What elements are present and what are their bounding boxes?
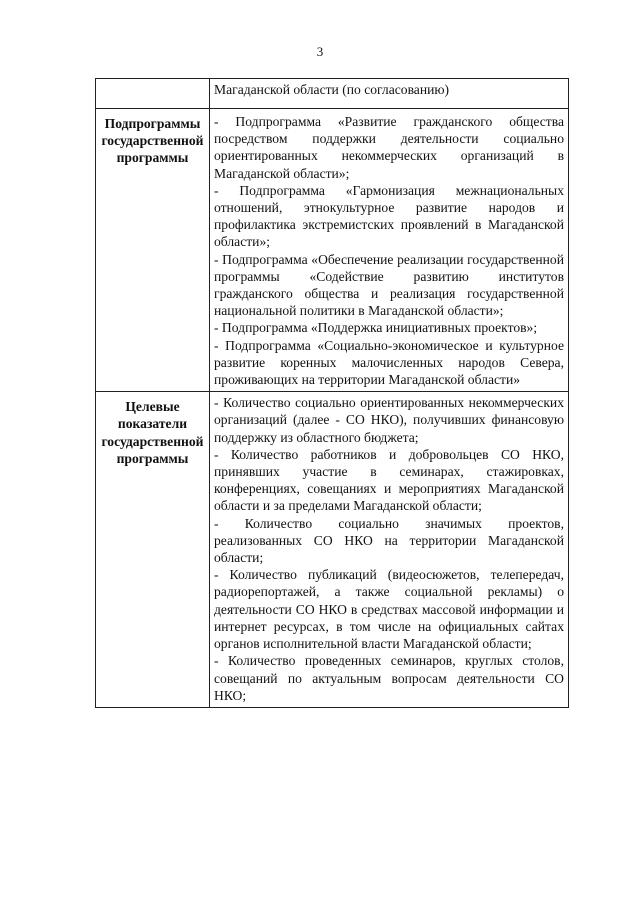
subprogram-item: - Подпрограмма «Социально-экономическое и культурное развитие коренных малочисленных народов Севера, проживающих на территории Магаданской области» — [214, 337, 564, 388]
table-row-subprograms — [96, 109, 569, 392]
subprogram-item: - Подпрограмма «Развитие гражданского общества посредством поддержки деятельности социально ориентированных некоммерческих организаций в Магаданской области»; — [214, 114, 564, 181]
subprograms-list — [210, 109, 569, 392]
indicator-item: - Количество работников и добровольцев СО НКО, принявших участие в семинарах, стажировках, конференциях, совещаниях и мероприятиях Магаданской области и за пределами Магаданской области; — [214, 446, 564, 514]
page-number: 3 — [316, 44, 324, 59]
indicator-item: - Количество публикаций (видеосюжетов, телепередач, радиорепортажей, а также социальной рекламы) о деятельности СО НКО в средствах массовой информации и интернет ресурсах, в том числе на официальных сайтах органов исполнительной власти Магаданской области; — [214, 567, 564, 652]
subprograms-label: Подпрограммы государственной программы — [96, 109, 210, 392]
row-label-empty — [96, 79, 210, 109]
indicator-item: - Количество проведенных семинаров, круглых столов, совещаний по актуальным вопросам деятельности СО НКО; — [214, 653, 564, 703]
continuation-text: Магаданской области (по согласованию) — [210, 79, 569, 109]
program-passport-table — [95, 78, 569, 708]
table-row-continuation — [96, 79, 569, 109]
indicators-label: Целевые показатели государственной программы — [96, 392, 210, 708]
subprogram-item: - Подпрограмма «Гармонизация межнациональных отношений, этнокультурное развитие народов и профилактика экстремистских проявлений в Магаданской области»; — [214, 182, 564, 250]
indicator-item: - Количество социально ориентированных некоммерческих организаций (далее - СО НКО), получивших финансовую поддержку из областного бюджета; — [214, 395, 564, 445]
table-row-indicators — [96, 392, 569, 708]
indicators-list — [210, 392, 569, 708]
indicator-item: - Количество социально значимых проектов, реализованных СО НКО на территории Магаданской области; — [214, 515, 564, 566]
subprogram-item: - Подпрограмма «Обеспечение реализации государственной программы «Содействие развитию институтов гражданского общества и реализация государственной национальной политики в Магаданской области»; — [214, 251, 564, 319]
subprogram-item: - Подпрограмма «Поддержка инициативных проектов»; — [214, 320, 538, 336]
